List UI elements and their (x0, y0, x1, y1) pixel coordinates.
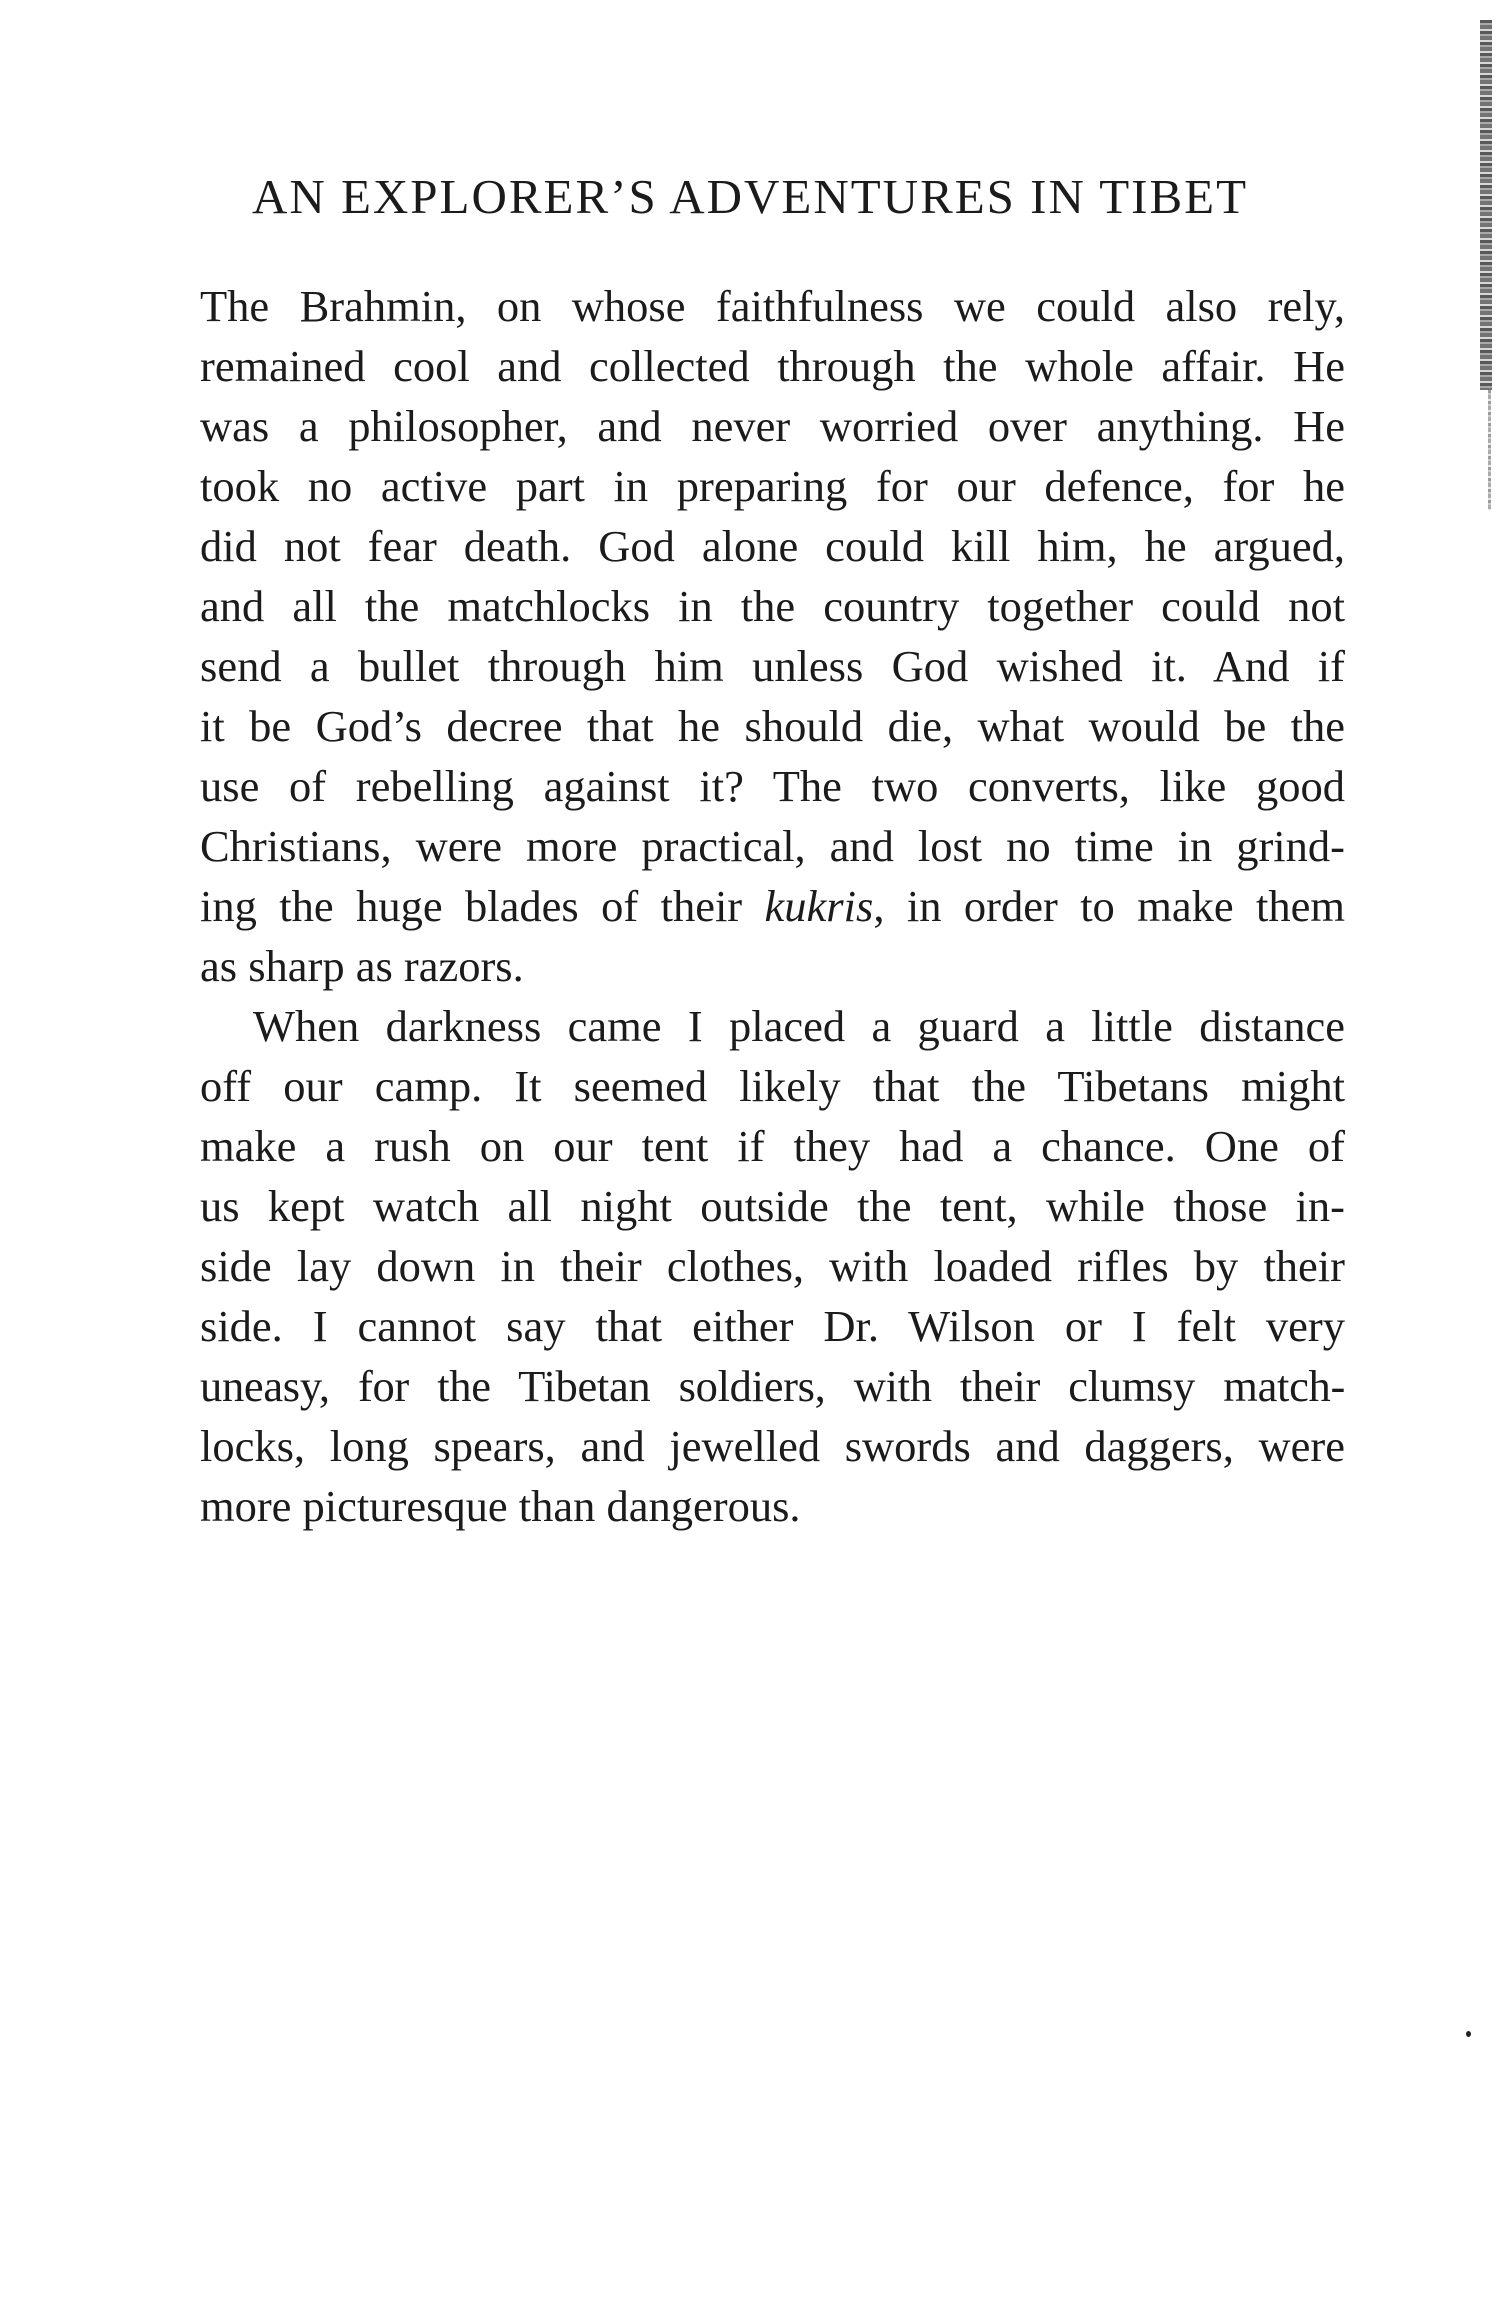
scan-speck (1466, 2031, 1471, 2037)
text-line: Christians, were more practical, and lost no time in grind- (200, 821, 1345, 871)
italic-word: kukris (764, 881, 874, 931)
running-head: AN EXPLORER’S ADVENTURES IN TIBET (251, 169, 1249, 224)
text-line: took no active part in preparing for our defence, for he (200, 461, 1345, 511)
text-line: and all the matchlocks in the country together could not (200, 581, 1345, 631)
text-line: side. I cannot say that either Dr. Wilson or I felt very (200, 1301, 1345, 1351)
body-text (200, 276, 1345, 1536)
text-run: ing the huge blades of their (200, 881, 765, 931)
text-line: side lay down in their clothes, with loaded rifles by their (200, 1241, 1345, 1291)
text-line: more picturesque than dangerous. (200, 1481, 801, 1531)
text-line: use of rebelling against it? The two converts, like good (200, 761, 1345, 811)
text-line: locks, long spears, and jewelled swords and daggers, were (200, 1421, 1345, 1471)
text-line: remained cool and collected through the whole affair. He (200, 341, 1345, 391)
text-line: us kept watch all night outside the tent, while those in- (200, 1181, 1345, 1231)
text-line: send a bullet through him unless God wished it. And if (200, 641, 1345, 691)
text-line: uneasy, for the Tibetan soldiers, with their clumsy match- (200, 1361, 1345, 1411)
text-line: off our camp. It seemed likely that the Tibetans might (200, 1061, 1345, 1111)
paragraph-1 (200, 276, 1345, 996)
text-line: was a philosopher, and never worried over anything. He (200, 401, 1345, 451)
text-line: The Brahmin, on whose faithfulness we could also rely, (200, 281, 1345, 331)
scan-edge-artifact-thin (1488, 390, 1491, 510)
text-line: did not fear death. God alone could kill him, he argued, (200, 521, 1345, 571)
scan-edge-artifact (1480, 20, 1492, 390)
text-line: as sharp as razors. (200, 941, 524, 991)
text-run: , in order to make them (873, 881, 1345, 931)
text-line-with-italic (200, 876, 1345, 936)
text-line: it be God’s decree that he should die, what would be the (200, 701, 1345, 751)
paragraph-2 (200, 996, 1345, 1536)
text-line: When darkness came I placed a guard a little distance (253, 1001, 1345, 1051)
text-line: make a rush on our tent if they had a chance. One of (200, 1121, 1345, 1171)
